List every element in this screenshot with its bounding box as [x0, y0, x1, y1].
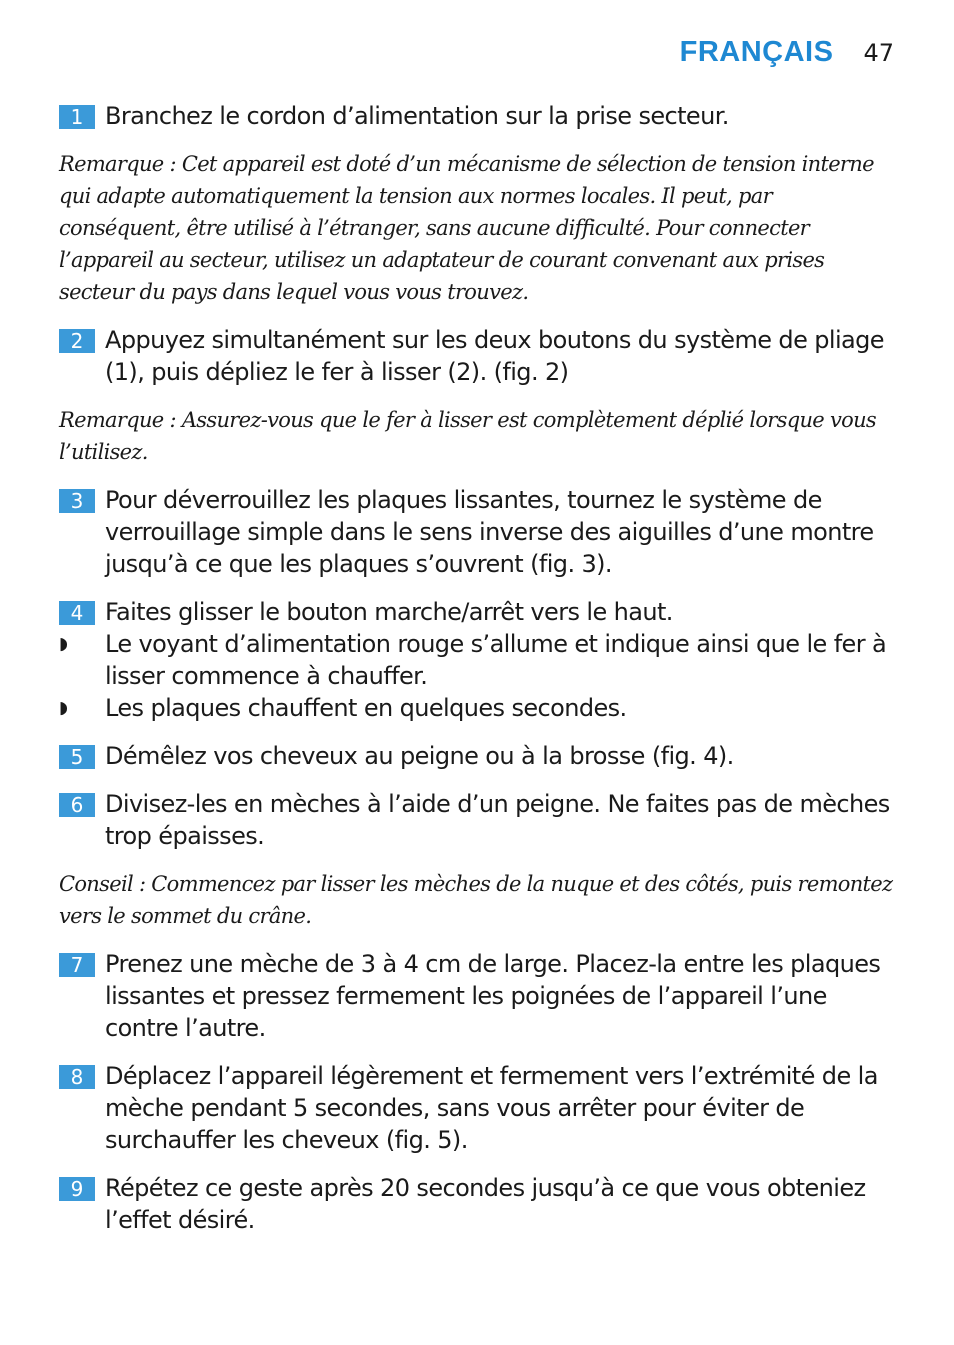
step-number-badge: 3 [59, 489, 95, 513]
step-9 [59, 1172, 897, 1236]
language-heading: FRANÇAIS [679, 36, 834, 68]
bullet-item [59, 628, 897, 692]
bullet-item [59, 692, 897, 724]
step-1 [59, 100, 897, 132]
step-text: Répétez ce geste après 20 secondes jusqu’à ce que vous obteniez l’effet désiré. [105, 1174, 866, 1234]
note-tip: Conseil : Commencez par lisser les mèches de la nuque et des côtés, puis remontez vers le sommet du crâne. [59, 872, 893, 928]
bullet-text: Les plaques chauffent en quelques secondes. [105, 694, 627, 722]
step-number-badge: 9 [59, 1177, 95, 1201]
page-number: 47 [863, 39, 894, 67]
step-text: Déplacez l’appareil légèrement et fermement vers l’extrémité de la mèche pendant 5 secondes, sans vous arrêter pour éviter de surchauffer les cheveux (fig. 5). [105, 1062, 878, 1154]
step-4 [59, 596, 897, 628]
right-pointer-icon: ◗ [59, 634, 68, 654]
bullet-text: Le voyant d’alimentation rouge s’allume et indique ainsi que le fer à lisser commence à chauffer. [105, 630, 887, 690]
right-pointer-icon: ◗ [59, 698, 68, 718]
step-text: Appuyez simultanément sur les deux boutons du système de pliage (1), puis dépliez le fer à lisser (2). (fig. 2) [105, 326, 884, 386]
step-text: Faites glisser le bouton marche/arrêt vers le haut. [105, 598, 673, 626]
step-number-badge: 7 [59, 953, 95, 977]
page-header [680, 36, 894, 69]
step-text: Branchez le cordon d’alimentation sur la prise secteur. [105, 102, 729, 130]
step-number-badge: 6 [59, 793, 95, 817]
step-text: Pour déverrouillez les plaques lissantes, tournez le système de verrouillage simple dans le sens inverse des aiguilles d’une montre jusqu’à ce que les plaques s’ouvrent (fig. 3). [105, 486, 874, 578]
step-number-badge: 4 [59, 601, 95, 625]
step-6 [59, 788, 897, 852]
step-text: Divisez-les en mèches à l’aide d’un peigne. Ne faites pas de mèches trop épaisses. [105, 790, 890, 850]
step-number-badge: 5 [59, 745, 95, 769]
step-2 [59, 324, 897, 388]
step-8 [59, 1060, 897, 1156]
note-voltage: Remarque : Cet appareil est doté d’un mécanisme de sélection de tension interne qui adapte automatiquement la tension aux normes locales. Il peut, par conséquent, être utilisé à l’étranger, sans aucune difficulté. Pour connecter l’appareil au secteur, utilisez un adaptateur de courant convenant aux prises secteur du pays dans lequel vous vous trouvez. [59, 152, 874, 304]
step-text: Démêlez vos cheveux au peigne ou à la brosse (fig. 4). [105, 742, 734, 770]
step-5 [59, 740, 897, 772]
note-unfold: Remarque : Assurez-vous que le fer à lisser est complètement déplié lorsque vous l’utilisez. [59, 408, 876, 464]
step-7 [59, 948, 897, 1044]
step-number-badge: 2 [59, 329, 95, 353]
step-number-badge: 8 [59, 1065, 95, 1089]
step-number-badge: 1 [59, 105, 95, 129]
step-text: Prenez une mèche de 3 à 4 cm de large. Placez-la entre les plaques lissantes et pressez fermement les poignées de l’appareil l’une contre l’autre. [105, 950, 881, 1042]
step-3 [59, 484, 897, 580]
instructions-body [59, 100, 897, 1252]
